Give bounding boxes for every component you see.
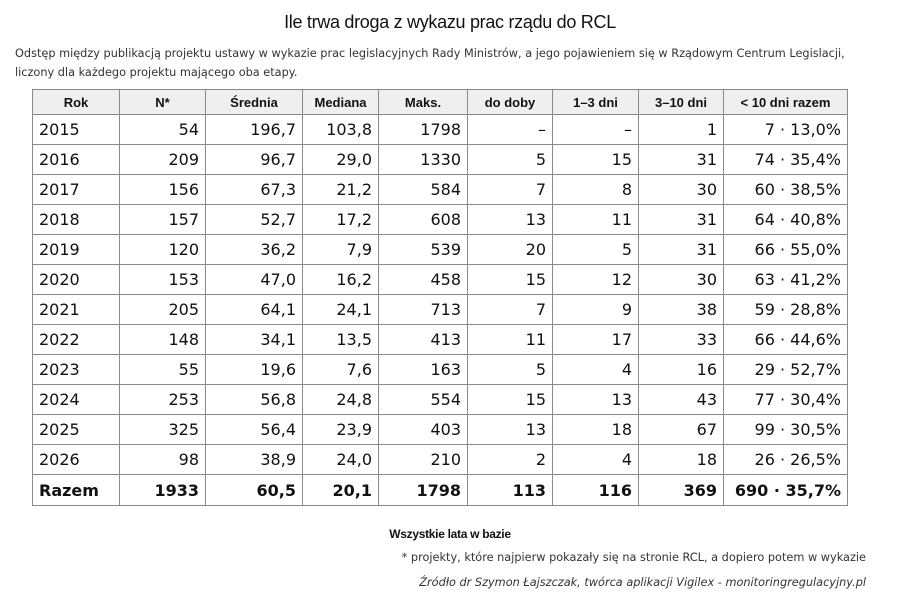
table-cell: 413: [379, 325, 468, 355]
table-cell: 34,1: [206, 325, 303, 355]
table-cell: 16,2: [303, 265, 379, 295]
table-cell: 15: [468, 385, 553, 415]
year-cell: 2025: [33, 415, 120, 445]
table-cell: 33: [639, 325, 724, 355]
table-cell: 13: [553, 385, 639, 415]
table-cell: 31: [639, 235, 724, 265]
data-table: [32, 89, 848, 506]
table-cell: 4: [553, 445, 639, 475]
table-cell: 56,8: [206, 385, 303, 415]
col-header-3-10-dni: 3–10 dni: [639, 90, 724, 115]
table-cell: 13,5: [303, 325, 379, 355]
table-cell: –: [553, 115, 639, 145]
table-cell: 369: [639, 475, 724, 506]
total-label: Razem: [33, 475, 120, 506]
col-header-srednia: Średnia: [206, 90, 303, 115]
table-cell: 584: [379, 175, 468, 205]
table-cell: 30: [639, 265, 724, 295]
table-cell: 64,1: [206, 295, 303, 325]
table-cell: 17,2: [303, 205, 379, 235]
table-cell: 2: [468, 445, 553, 475]
table-cell: 7: [468, 175, 553, 205]
table-row: [33, 145, 848, 175]
table-cell: 1798: [379, 475, 468, 506]
table-cell: 31: [639, 205, 724, 235]
table-row: [33, 205, 848, 235]
table-row: [33, 355, 848, 385]
table-row: [33, 115, 848, 145]
table-cell: 19,6: [206, 355, 303, 385]
table-cell: 31: [639, 145, 724, 175]
table-cell: 458: [379, 265, 468, 295]
year-cell: 2016: [33, 145, 120, 175]
table-cell: 29,0: [303, 145, 379, 175]
table-cell: 11: [468, 325, 553, 355]
table-cell: 55: [120, 355, 206, 385]
table-cell: 96,7: [206, 145, 303, 175]
table-cell: 24,0: [303, 445, 379, 475]
table-row: [33, 445, 848, 475]
table-cell: 60 · 38,5%: [724, 175, 848, 205]
table-cell: 205: [120, 295, 206, 325]
table-cell: 403: [379, 415, 468, 445]
table-cell: 209: [120, 145, 206, 175]
table-cell: 210: [379, 445, 468, 475]
table-cell: 18: [639, 445, 724, 475]
col-header-n: N*: [120, 90, 206, 115]
table-cell: 1798: [379, 115, 468, 145]
table-cell: –: [468, 115, 553, 145]
year-cell: 2019: [33, 235, 120, 265]
table-cell: 1330: [379, 145, 468, 175]
table-cell: 113: [468, 475, 553, 506]
table-cell: 38: [639, 295, 724, 325]
table-row: [33, 415, 848, 445]
table-cell: 29 · 52,7%: [724, 355, 848, 385]
table-cell: 156: [120, 175, 206, 205]
table-cell: 196,7: [206, 115, 303, 145]
table-cell: 17: [553, 325, 639, 355]
footnote: * projekty, które najpierw pokazały się na stronie RCL, a dopiero potem w wykazie: [401, 551, 866, 564]
table-cell: 23,9: [303, 415, 379, 445]
year-cell: 2022: [33, 325, 120, 355]
table-cell: 713: [379, 295, 468, 325]
year-cell: 2015: [33, 115, 120, 145]
table-cell: 9: [553, 295, 639, 325]
total-row: [33, 475, 848, 506]
table-cell: 20: [468, 235, 553, 265]
year-cell: 2026: [33, 445, 120, 475]
table-cell: 5: [553, 235, 639, 265]
table-cell: 1: [639, 115, 724, 145]
table-cell: 99 · 30,5%: [724, 415, 848, 445]
year-cell: 2018: [33, 205, 120, 235]
table-cell: 47,0: [206, 265, 303, 295]
table-cell: 153: [120, 265, 206, 295]
table-cell: 157: [120, 205, 206, 235]
table-cell: 63 · 41,2%: [724, 265, 848, 295]
table-cell: 163: [379, 355, 468, 385]
table-cell: 24,1: [303, 295, 379, 325]
header-row: [33, 90, 848, 115]
col-header-do-doby: do doby: [468, 90, 553, 115]
table-cell: 36,2: [206, 235, 303, 265]
table-cell: 4: [553, 355, 639, 385]
table-cell: 74 · 35,4%: [724, 145, 848, 175]
table-row: [33, 175, 848, 205]
table-row: [33, 235, 848, 265]
col-header-rok: Rok: [33, 90, 120, 115]
year-cell: 2017: [33, 175, 120, 205]
table-cell: 54: [120, 115, 206, 145]
table-cell: 253: [120, 385, 206, 415]
year-cell: 2024: [33, 385, 120, 415]
table-cell: 21,2: [303, 175, 379, 205]
table-cell: 77 · 30,4%: [724, 385, 848, 415]
table-cell: 30: [639, 175, 724, 205]
table-cell: 20,1: [303, 475, 379, 506]
col-header-mediana: Mediana: [303, 90, 379, 115]
table-cell: 148: [120, 325, 206, 355]
table-cell: 13: [468, 415, 553, 445]
table-cell: 690 · 35,7%: [724, 475, 848, 506]
table-cell: 7,9: [303, 235, 379, 265]
page-title: Ile trwa droga z wykazu prac rządu do RCL: [284, 12, 616, 32]
table-row: [33, 295, 848, 325]
table-cell: 60,5: [206, 475, 303, 506]
table-cell: 608: [379, 205, 468, 235]
table-row: [33, 265, 848, 295]
table-cell: 66 · 55,0%: [724, 235, 848, 265]
table-cell: 38,9: [206, 445, 303, 475]
year-cell: 2021: [33, 295, 120, 325]
table-cell: 7,6: [303, 355, 379, 385]
table-cell: 15: [468, 265, 553, 295]
table-cell: 98: [120, 445, 206, 475]
table-cell: 43: [639, 385, 724, 415]
table-cell: 16: [639, 355, 724, 385]
col-header-maks: Maks.: [379, 90, 468, 115]
year-cell: 2023: [33, 355, 120, 385]
page-subtitle: Odstęp między publikacją projektu ustawy w wykazie prac legislacyjnych Rady Ministrów, a jego pojawieniem się w Rządowym Centrum Legislacji, liczony dla każdego projektu mającego oba etapy.: [15, 47, 845, 79]
table-cell: 59 · 28,8%: [724, 295, 848, 325]
table-cell: 554: [379, 385, 468, 415]
table-cell: 24,8: [303, 385, 379, 415]
table-cell: 7: [468, 295, 553, 325]
table-cell: 26 · 26,5%: [724, 445, 848, 475]
table-cell: 120: [120, 235, 206, 265]
table-cell: 325: [120, 415, 206, 445]
table-cell: 64 · 40,8%: [724, 205, 848, 235]
table-cell: 7 · 13,0%: [724, 115, 848, 145]
table-row: [33, 325, 848, 355]
table-cell: 1933: [120, 475, 206, 506]
table-cell: 52,7: [206, 205, 303, 235]
table-cell: 12: [553, 265, 639, 295]
table-cell: 56,4: [206, 415, 303, 445]
table-cell: 18: [553, 415, 639, 445]
table-cell: 11: [553, 205, 639, 235]
source-credit: Źródło dr Szymon Łajszczak, twórca aplikacji Vigilex - monitoringregulacyjny.pl: [419, 576, 866, 589]
table-cell: 5: [468, 355, 553, 385]
footer-label: Wszystkie lata w bazie: [389, 527, 511, 541]
table-cell: 103,8: [303, 115, 379, 145]
year-cell: 2020: [33, 265, 120, 295]
table-cell: 8: [553, 175, 639, 205]
table-cell: 67,3: [206, 175, 303, 205]
table-cell: 13: [468, 205, 553, 235]
table-cell: 5: [468, 145, 553, 175]
col-header-1-3-dni: 1–3 dni: [553, 90, 639, 115]
table-cell: 66 · 44,6%: [724, 325, 848, 355]
table-cell: 67: [639, 415, 724, 445]
table-body: [33, 115, 848, 506]
table-row: [33, 385, 848, 415]
table-cell: 539: [379, 235, 468, 265]
table-cell: 116: [553, 475, 639, 506]
col-header-razem-10: < 10 dni razem: [724, 90, 848, 115]
table-cell: 15: [553, 145, 639, 175]
